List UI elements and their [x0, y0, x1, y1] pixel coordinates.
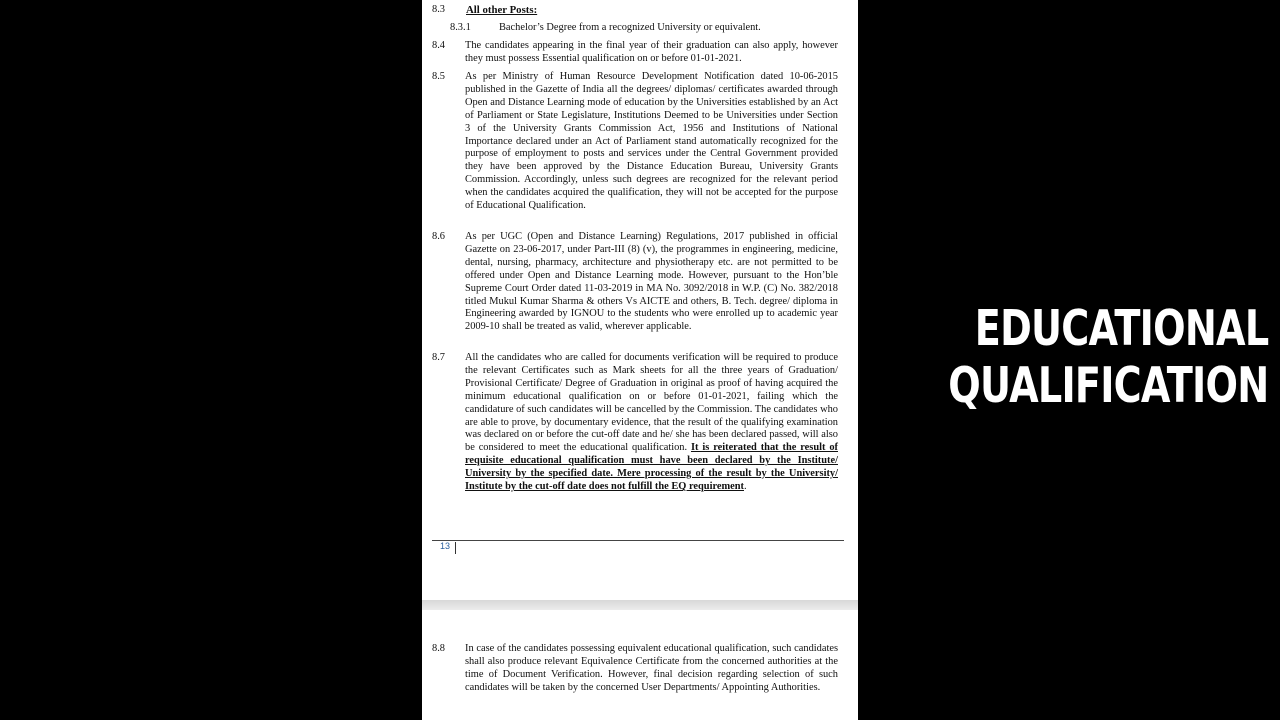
item-number: 8.7 [432, 352, 445, 363]
item-number: 8.5 [432, 71, 445, 82]
item-text: As per UGC (Open and Distance Learning) Regulations, 2017 published in official Gazette on 23-06-2017, under Part-III (8) (v), the programmes in engineering, medicine, dental, nursing, pharmacy, architecture and physiotherapy etc. are not permitted to be offered under Open and Distance Learning mode. However, pursuant to the Hon’ble Supreme Court Order dated 11-03-2019 in MA No. 3092/2018 in W.P. (C) No. 382/2018 titled Mukul Kumar Sharma & others Vs AICTE and others, B. Tech. degree/ diploma in Engineering awarded by IGNOU to the students who were enrolled up to academic year 2009-10 shall be treated as valid, wherever applicable. [465, 231, 838, 333]
overlay-title [948, 300, 1268, 414]
section-number-8-3: 8.3 [432, 4, 445, 15]
item-number: 8.8 [432, 643, 445, 654]
emphasis-text: It is reiterated that the result of requisite educational qualification must have been declared by the Institute/ University by the specified date. Mere processing of the result by the University/ Institute by the cut-off date does not fulfill the EQ requirement [465, 442, 838, 493]
page-gap [422, 600, 858, 610]
document-page-bottom [422, 610, 858, 720]
text-cursor [455, 542, 456, 554]
item-text: As per Ministry of Human Resource Development Notification dated 10-06-2015 published in the Gazette of India all the degrees/ diplomas/ certificates awarded through Open and Distance Learning mode of education by the Universities established by an Act of Parliament or State Legislature, Institutions Deemed to be Universities under Section 3 of the University Grants Commission Act, 1956 and Institutions of National Importance declared under an Act of Parliament stand automatically recognized for the purpose of employment to posts and services under the Central Government provided they have been approved by the Distance Education Bureau, University Grants Commission. Accordingly, unless such degrees are recognized for the relevant period when the candidates acquired the qualification, they will not be accepted for the purpose of Educational Qualification. [465, 71, 838, 212]
item-text: In case of the candidates possessing equivalent educational qualification, such candidates shall also produce relevant Equivalence Certificate from the concerned authorities at the time of Document Verification. However, final decision regarding selection of such candidates will be taken by the concerned User Departments/ Appointing Authorities. [465, 643, 838, 693]
item-text: Bachelor’s Degree from a recognized University or equivalent. [499, 22, 761, 33]
item-number: 8.6 [432, 231, 445, 242]
item-number: 8.3.1 [450, 22, 471, 33]
overlay-title-line2: QUALIFICATION [947, 357, 1268, 414]
item-number: 8.4 [432, 40, 445, 51]
item-text: All the candidates who are called for documents verification will be required to produce the relevant Certificates such as Mark sheets for all the three years of Graduation/ Provisional Certificate/ Degree of Graduation in original as proof of having acquired the minimum educational qualification on or before 01-01-2021, failing which the candidature of such candidates will be cancelled by the Commission. The candidates who are able to prove, by documentary evidence, that the result of the qualifying examination was declared on or before the cut-off date and he/ she has been declared passed, will also be considered to meet the educational qualification. [465, 352, 838, 454]
section-heading-all-other-posts: All other Posts: [466, 4, 538, 16]
page-number: 13 [440, 541, 451, 551]
item-text: The candidates appearing in the final year of their graduation can also apply, however they must possess Essential qualification on or before 01-01-2021. [465, 40, 838, 64]
item-end: . [744, 481, 747, 493]
footer-divider [432, 540, 844, 541]
item-text-block [465, 352, 838, 494]
document-page-top [422, 0, 858, 600]
overlay-title-line1: EDUCATIONAL [974, 300, 1268, 357]
